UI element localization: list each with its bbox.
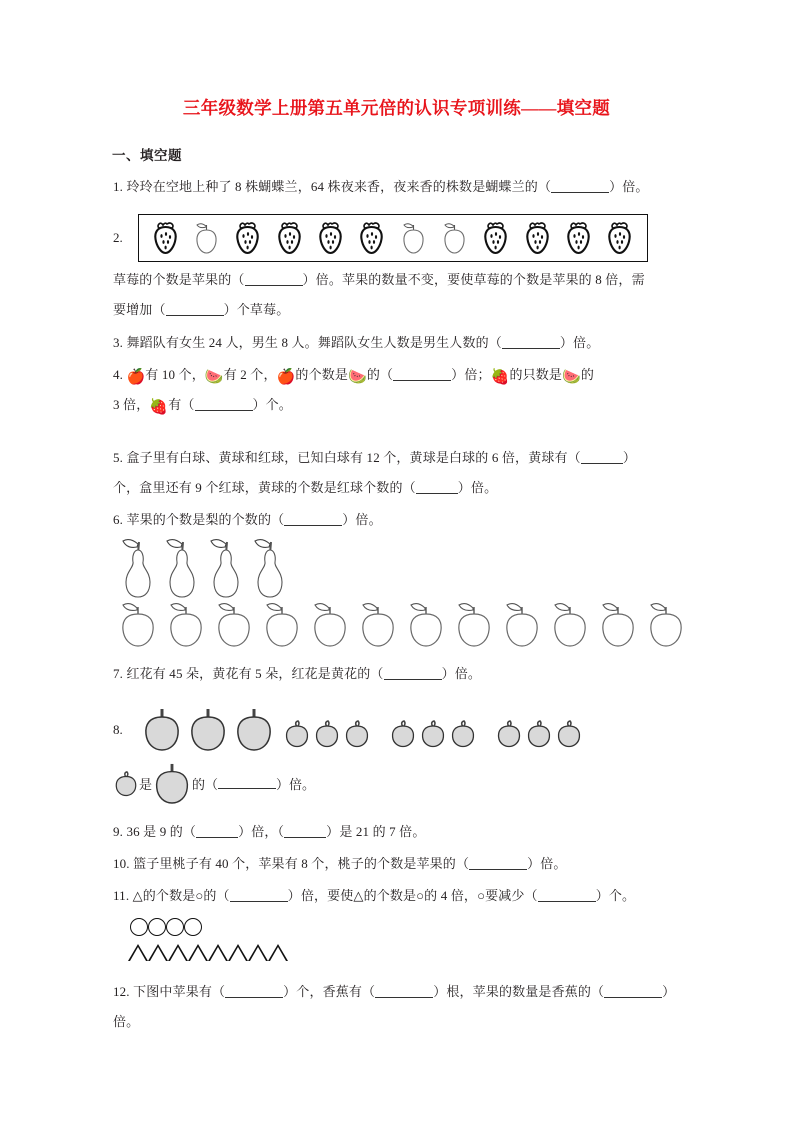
triangle-icon: [208, 944, 228, 961]
question-5-line2: [113, 473, 693, 503]
answer-blank[interactable]: [416, 481, 458, 493]
question-11-text-b: ）倍，要使△的个数是○的 4 倍，○要减少（: [287, 888, 538, 903]
question-6-text-b: ）倍。: [342, 512, 382, 527]
apple-icon: [501, 600, 543, 648]
question-10-text-b: ）倍。: [527, 856, 567, 871]
pear-icon: [164, 536, 200, 600]
question-4-seg7: 的: [580, 367, 595, 382]
watermelon-emoji-icon: 🍉: [204, 367, 224, 386]
question-2-number: 2.: [113, 230, 123, 245]
strawberry-icon: [483, 221, 509, 255]
question-6-figure-apples: [117, 600, 687, 648]
gray-apple-icon: [152, 761, 192, 805]
apple-icon: [261, 600, 303, 648]
strawberry-icon: [525, 221, 551, 255]
gray-apple-icon: [187, 706, 229, 752]
question-4-seg5: ）倍；: [451, 367, 491, 382]
question-8-text-b: 的（: [192, 776, 219, 792]
question-8-text-c: ）倍。: [276, 776, 316, 792]
question-4-line2: [113, 390, 693, 421]
question-4-seg1: 有 10 个，: [145, 367, 205, 382]
answer-blank[interactable]: [284, 825, 326, 837]
question-12-line2: [113, 1007, 693, 1037]
gray-apple-small-icon: [389, 718, 417, 748]
question-9-text-b: ）倍，（: [238, 824, 285, 839]
triangle-icon: [128, 944, 148, 961]
answer-blank[interactable]: [538, 889, 596, 901]
pear-icon: [120, 536, 156, 600]
question-9: [113, 817, 693, 847]
gray-apple-small-icon: [555, 718, 583, 748]
answer-blank[interactable]: [230, 889, 288, 901]
question-2-text-b: ）倍。苹果的数量不变，要使草莓的个数是苹果的 8 倍，需: [302, 272, 645, 287]
circle-icon: [184, 918, 202, 936]
answer-blank[interactable]: [166, 303, 224, 315]
question-6: [113, 505, 693, 535]
question-8-figure: [113, 706, 693, 756]
triangle-icon: [168, 944, 188, 961]
strawberry-emoji-icon: 🍓: [149, 397, 169, 416]
answer-blank[interactable]: [225, 985, 283, 997]
question-9-text-a: 9. 36 是 9 的（: [113, 824, 197, 839]
answer-blank[interactable]: [581, 451, 623, 463]
gray-apple-small-icon: [343, 718, 371, 748]
answer-blank[interactable]: [469, 857, 527, 869]
question-10: [113, 849, 693, 879]
question-4: [113, 360, 693, 391]
small-apple-group: [495, 718, 583, 748]
gray-apple-small-icon: [113, 769, 139, 797]
apple-icon: [357, 600, 399, 648]
answer-blank[interactable]: [245, 273, 303, 285]
question-2-text-a: 草莓的个数是苹果的（: [113, 272, 245, 287]
figure-big-apples: [141, 706, 275, 752]
strawberry-icon: [277, 221, 303, 255]
question-8-number: 8.: [113, 722, 123, 737]
apple-icon: [645, 600, 687, 648]
question-11-text-a: 11. △的个数是○的（: [113, 888, 230, 903]
page-title: 三年级数学上册第五单元倍的认识专项训练——填空题: [182, 98, 611, 118]
question-11: [113, 881, 693, 911]
question-2-line2: [113, 295, 693, 325]
question-1-text-a: 1. 玲玲在空地上种了 8 株蝴蝶兰，64 株夜来香，夜来香的株数是蝴蝶兰的（: [113, 179, 552, 194]
pear-icon: [208, 536, 244, 600]
question-12-text-d: ）: [662, 984, 676, 999]
question-7-text-a: 7. 红花有 45 朵，黄花有 5 朵，红花是黄花的（: [113, 666, 384, 681]
strawberry-icon: [607, 221, 633, 255]
question-9-text-c: ）是 21 的 7 倍。: [326, 824, 426, 839]
question-2-text-d: ）个草莓。: [223, 302, 290, 317]
question-8-text-a: 是: [139, 776, 153, 792]
question-5: [113, 443, 693, 473]
question-6-figure-pears: [120, 536, 288, 600]
question-4-seg2: 有 2 个，: [223, 367, 277, 382]
figure-small-apple-groups: [283, 718, 583, 748]
gray-apple-icon: [233, 706, 275, 752]
answer-blank[interactable]: [196, 825, 238, 837]
apple-icon: [165, 600, 207, 648]
question-3-text-b: ）倍。: [559, 335, 600, 350]
question-5-text-c: 个，盒里还有 9 个红球，黄球的个数是红球个数的（: [113, 480, 416, 495]
figure-box-fruits: [138, 214, 648, 262]
strawberry-icon: [359, 221, 385, 255]
apple-icon: [597, 600, 639, 648]
triangle-icon: [148, 944, 168, 961]
circle-icon: [166, 918, 184, 936]
question-5-text-d: ）倍。: [457, 480, 498, 495]
gray-apple-icon: [141, 706, 183, 752]
question-12: [113, 977, 693, 1007]
gray-apple-small-icon: [449, 718, 477, 748]
question-3-text-a: 3. 舞蹈队有女生 24 人，男生 8 人。舞蹈队女生人数是男生人数的（: [113, 335, 502, 350]
pear-icon: [252, 536, 288, 600]
strawberry-emoji-icon: 🍓: [490, 367, 510, 386]
strawberry-icon: [566, 221, 592, 255]
question-12-text-c: ）根，苹果的数量是香蕉的（: [433, 984, 605, 999]
triangle-icon: [228, 944, 248, 961]
triangle-icon: [248, 944, 268, 961]
answer-blank[interactable]: [375, 985, 433, 997]
answer-blank[interactable]: [393, 368, 451, 380]
answer-blank[interactable]: [218, 777, 276, 789]
gray-apple-small-icon: [313, 718, 341, 748]
apple-icon: [213, 600, 255, 648]
question-8-line2: [113, 760, 315, 806]
question-1-text-b: ）倍。: [609, 179, 649, 194]
strawberry-icon: [235, 221, 261, 255]
question-4-seg3: 的个数是: [295, 367, 349, 382]
answer-blank[interactable]: [284, 513, 342, 525]
apple-icon: [442, 221, 468, 255]
circle-icon: [148, 918, 166, 936]
apple-icon: [309, 600, 351, 648]
apple-icon: [405, 600, 447, 648]
apple-icon: [549, 600, 591, 648]
question-6-text-a: 6. 苹果的个数是梨的个数的（: [113, 512, 285, 527]
triangle-icon: [268, 944, 288, 961]
circle-icon: [130, 918, 148, 936]
question-7-text-b: ）倍。: [441, 666, 482, 681]
question-4-seg4: 的（: [366, 367, 394, 382]
small-apple-group: [389, 718, 477, 748]
question-10-text-a: 10. 篮子里桃子有 40 个，苹果有 8 个，桃子的个数是苹果的（: [113, 856, 470, 871]
question-4-seg9: 有（: [168, 397, 195, 412]
answer-blank[interactable]: [502, 336, 560, 348]
question-4-seg10: ）个。: [252, 397, 292, 412]
question-11-figure-circles: [130, 918, 202, 936]
question-7: [113, 659, 693, 689]
strawberry-icon: [153, 221, 179, 255]
question-5-text-b: ）: [622, 450, 636, 465]
apple-icon: [401, 221, 427, 255]
gray-apple-small-icon: [283, 718, 311, 748]
question-12-text-a: 12. 下图中苹果有（: [113, 984, 226, 999]
question-2-figure: [113, 214, 693, 264]
answer-blank[interactable]: [551, 180, 609, 192]
gray-apple-small-icon: [525, 718, 553, 748]
question-3: [113, 328, 693, 358]
question-1: [113, 172, 693, 202]
question-11-text-c: ）个。: [595, 888, 636, 903]
question-4-seg8: 3 倍，: [113, 397, 150, 412]
gray-apple-small-icon: [419, 718, 447, 748]
question-2: [113, 265, 693, 295]
question-2-text-c: 要增加（: [113, 302, 166, 317]
answer-blank[interactable]: [384, 667, 442, 679]
apple-emoji-icon: 🍎: [126, 367, 146, 386]
question-12-text-e: 倍。: [113, 1014, 140, 1029]
small-apple-group: [283, 718, 371, 748]
gray-apple-small-icon: [495, 718, 523, 748]
apple-icon: [117, 600, 159, 648]
question-4-number: 4.: [113, 367, 124, 382]
question-11-figure-triangles: [128, 944, 288, 961]
apple-icon: [194, 221, 220, 255]
section-heading: 一、填空题: [112, 148, 182, 163]
answer-blank[interactable]: [604, 985, 662, 997]
watermelon-emoji-icon: 🍉: [562, 367, 581, 386]
question-5-text-a: 5. 盒子里有白球、黄球和红球，已知白球有 12 个，黄球是白球的 6 倍，黄球有（: [113, 450, 581, 465]
strawberry-icon: [318, 221, 344, 255]
watermelon-emoji-icon: 🍉: [348, 367, 367, 386]
apple-icon: [453, 600, 495, 648]
question-4-seg6: 的只数是: [509, 367, 563, 382]
answer-blank[interactable]: [195, 398, 253, 410]
question-12-text-b: ）个，香蕉有（: [283, 984, 376, 999]
apple-emoji-icon: 🍎: [276, 367, 296, 386]
triangle-icon: [188, 944, 208, 961]
